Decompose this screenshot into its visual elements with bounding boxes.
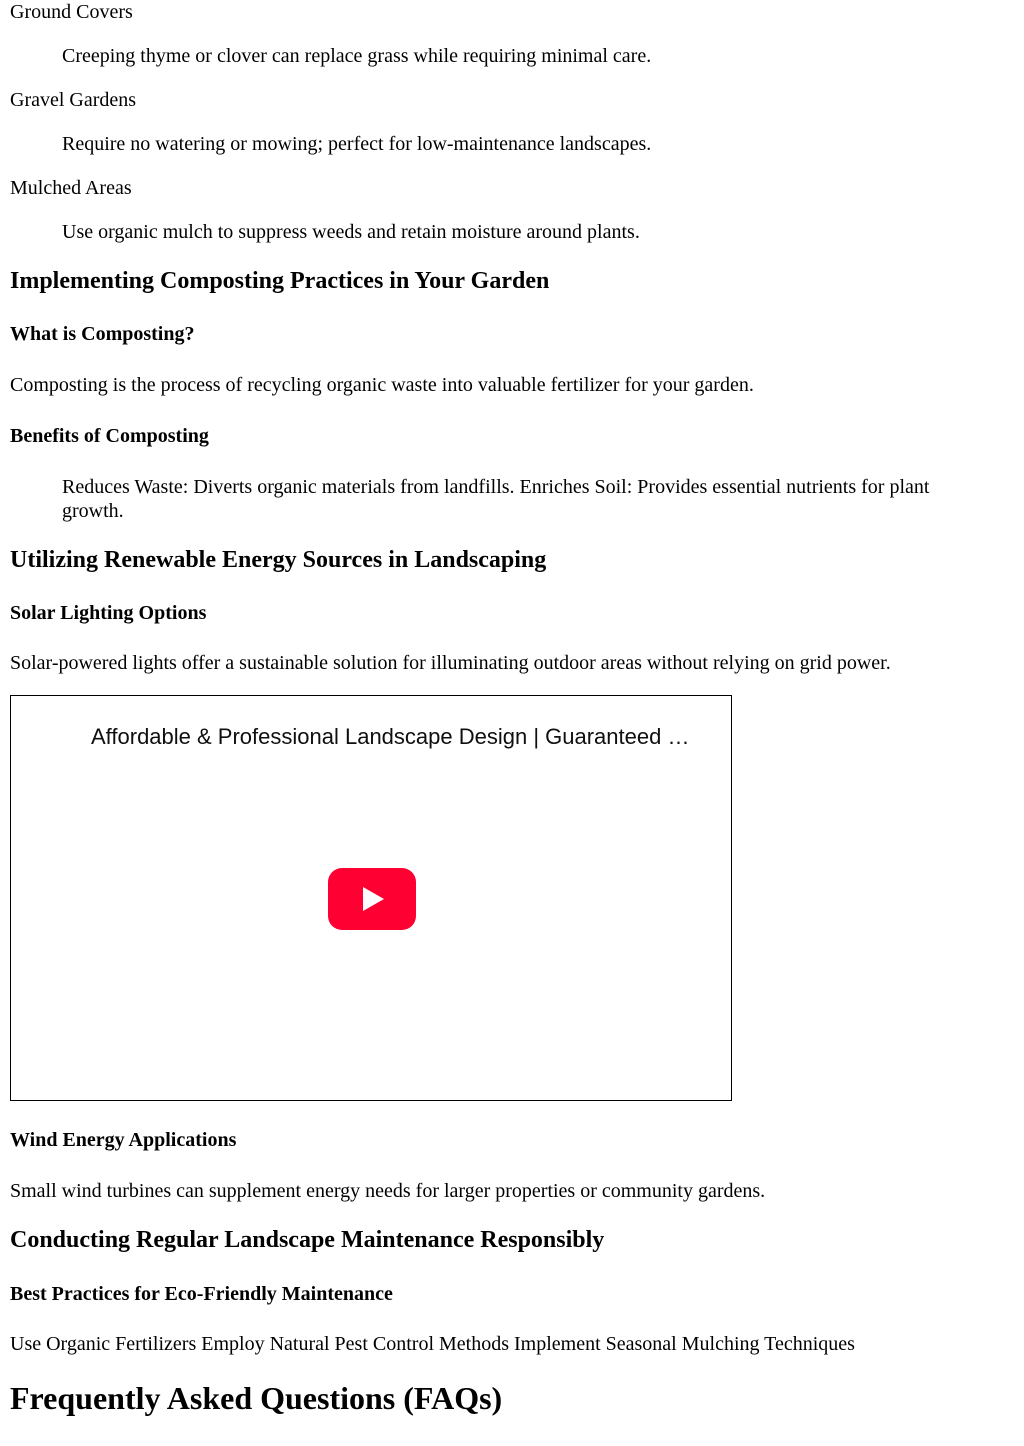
embedded-video-player[interactable] — [10, 695, 732, 1101]
best-practices-text: Use Organic Fertilizers Employ Natural Pest Control Methods Implement Seasonal Mulching Techniques — [10, 1333, 855, 1355]
renewable-energy-heading: Utilizing Renewable Energy Sources in Landscaping — [10, 547, 547, 573]
maintenance-heading: Conducting Regular Landscape Maintenance Responsibly — [10, 1227, 605, 1253]
benefits-of-composting-heading: Benefits of Composting — [10, 425, 209, 447]
term-gravel-gardens: Gravel Gardens — [10, 89, 137, 111]
video-title[interactable]: Affordable & Professional Landscape Design | Guaranteed … — [91, 724, 690, 749]
solar-lighting-heading: Solar Lighting Options — [10, 602, 207, 624]
faq-heading: Frequently Asked Questions (FAQs) — [10, 1380, 503, 1416]
solar-lighting-text: Solar-powered lights offer a sustainable solution for illuminating outdoor areas without relying on grid power. — [10, 652, 891, 674]
desc-mulched-areas: Use organic mulch to suppress weeds and retain moisture around plants. — [62, 221, 640, 243]
what-is-composting-text: Composting is the process of recycling organic waste into valuable fertilizer for your garden. — [10, 374, 754, 396]
what-is-composting-heading: What is Composting? — [10, 323, 195, 345]
wind-energy-text: Small wind turbines can supplement energy needs for larger properties or community gardens. — [10, 1180, 766, 1202]
term-mulched-areas: Mulched Areas — [10, 177, 132, 199]
composting-heading: Implementing Composting Practices in Your Garden — [10, 268, 550, 294]
benefits-of-composting-text: Reduces Waste: Diverts organic materials from landfills. Enriches Soil: Provides essential nutrients for plant growth. — [62, 476, 930, 522]
best-practices-heading: Best Practices for Eco-Friendly Maintenance — [10, 1283, 393, 1305]
desc-gravel-gardens: Require no watering or mowing; perfect for low-maintenance landscapes. — [62, 133, 652, 155]
term-ground-covers: Ground Covers — [10, 1, 133, 23]
desc-ground-covers: Creeping thyme or clover can replace grass while requiring minimal care. — [62, 45, 652, 67]
wind-energy-heading: Wind Energy Applications — [10, 1129, 237, 1151]
youtube-play-icon[interactable] — [328, 868, 416, 930]
